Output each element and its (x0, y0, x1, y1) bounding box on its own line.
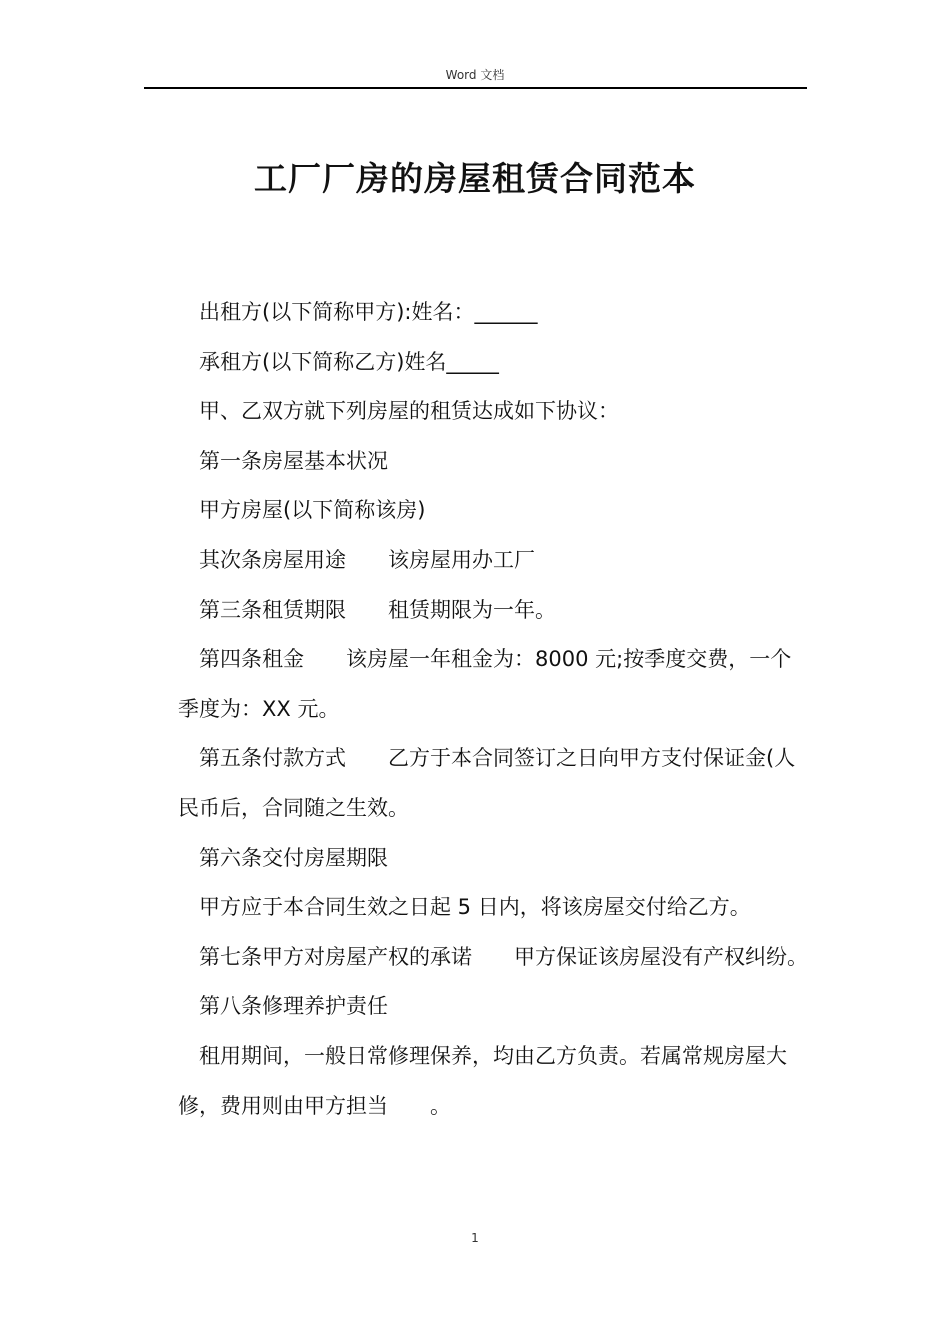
paragraph-lessor: 出租方(以下简称甲方):姓名：______ (199, 300, 538, 324)
paragraph-agreement-intro: 甲、乙双方就下列房屋的租赁达成如下协议： (199, 399, 619, 424)
paragraph-article-5: 第五条付款方式 乙方于本合同签订之日向甲方支付保证金(人民币后，合同随之生效。 (178, 746, 796, 820)
paragraph-article-3: 第三条租赁期限 租赁期限为一年。 (199, 597, 556, 622)
page-header: Word 文档 (445, 68, 505, 82)
page-number: 1 (471, 1231, 479, 1245)
paragraph-article-7: 第七条甲方对房屋产权的承诺 甲方保证该房屋没有产权纠纷。 (199, 944, 808, 969)
document-body (178, 288, 808, 1131)
header-rule (144, 87, 807, 89)
paragraph-article-2: 其次条房屋用途 该房屋用办工厂 (199, 547, 535, 572)
paragraph-article-8: 第八条修理养护责任 (199, 994, 388, 1019)
paragraph-article-1: 第一条房屋基本状况 (199, 448, 388, 473)
paragraph-article-4: 第四条租金 该房屋一年租金为：8000 元;按季度交费，一个季度为：XX 元。 (178, 647, 792, 721)
document-title: 工厂厂房的房屋租赁合同范本 (254, 159, 696, 198)
paragraph-premises: 甲方房屋(以下简称该房) (199, 498, 426, 523)
paragraph-delivery: 甲方应于本合同生效之日起 5 日内，将该房屋交付给乙方。 (199, 895, 751, 920)
paragraph-lessee: 承租方(以下简称乙方)姓名_____ (199, 349, 499, 374)
paragraph-article-6: 第六条交付房屋期限 (199, 845, 388, 870)
paragraph-maintenance: 租用期间，一般日常修理保养，均由乙方负责。若属常规房屋大修，费用则由甲方担当 。 (178, 1043, 787, 1118)
